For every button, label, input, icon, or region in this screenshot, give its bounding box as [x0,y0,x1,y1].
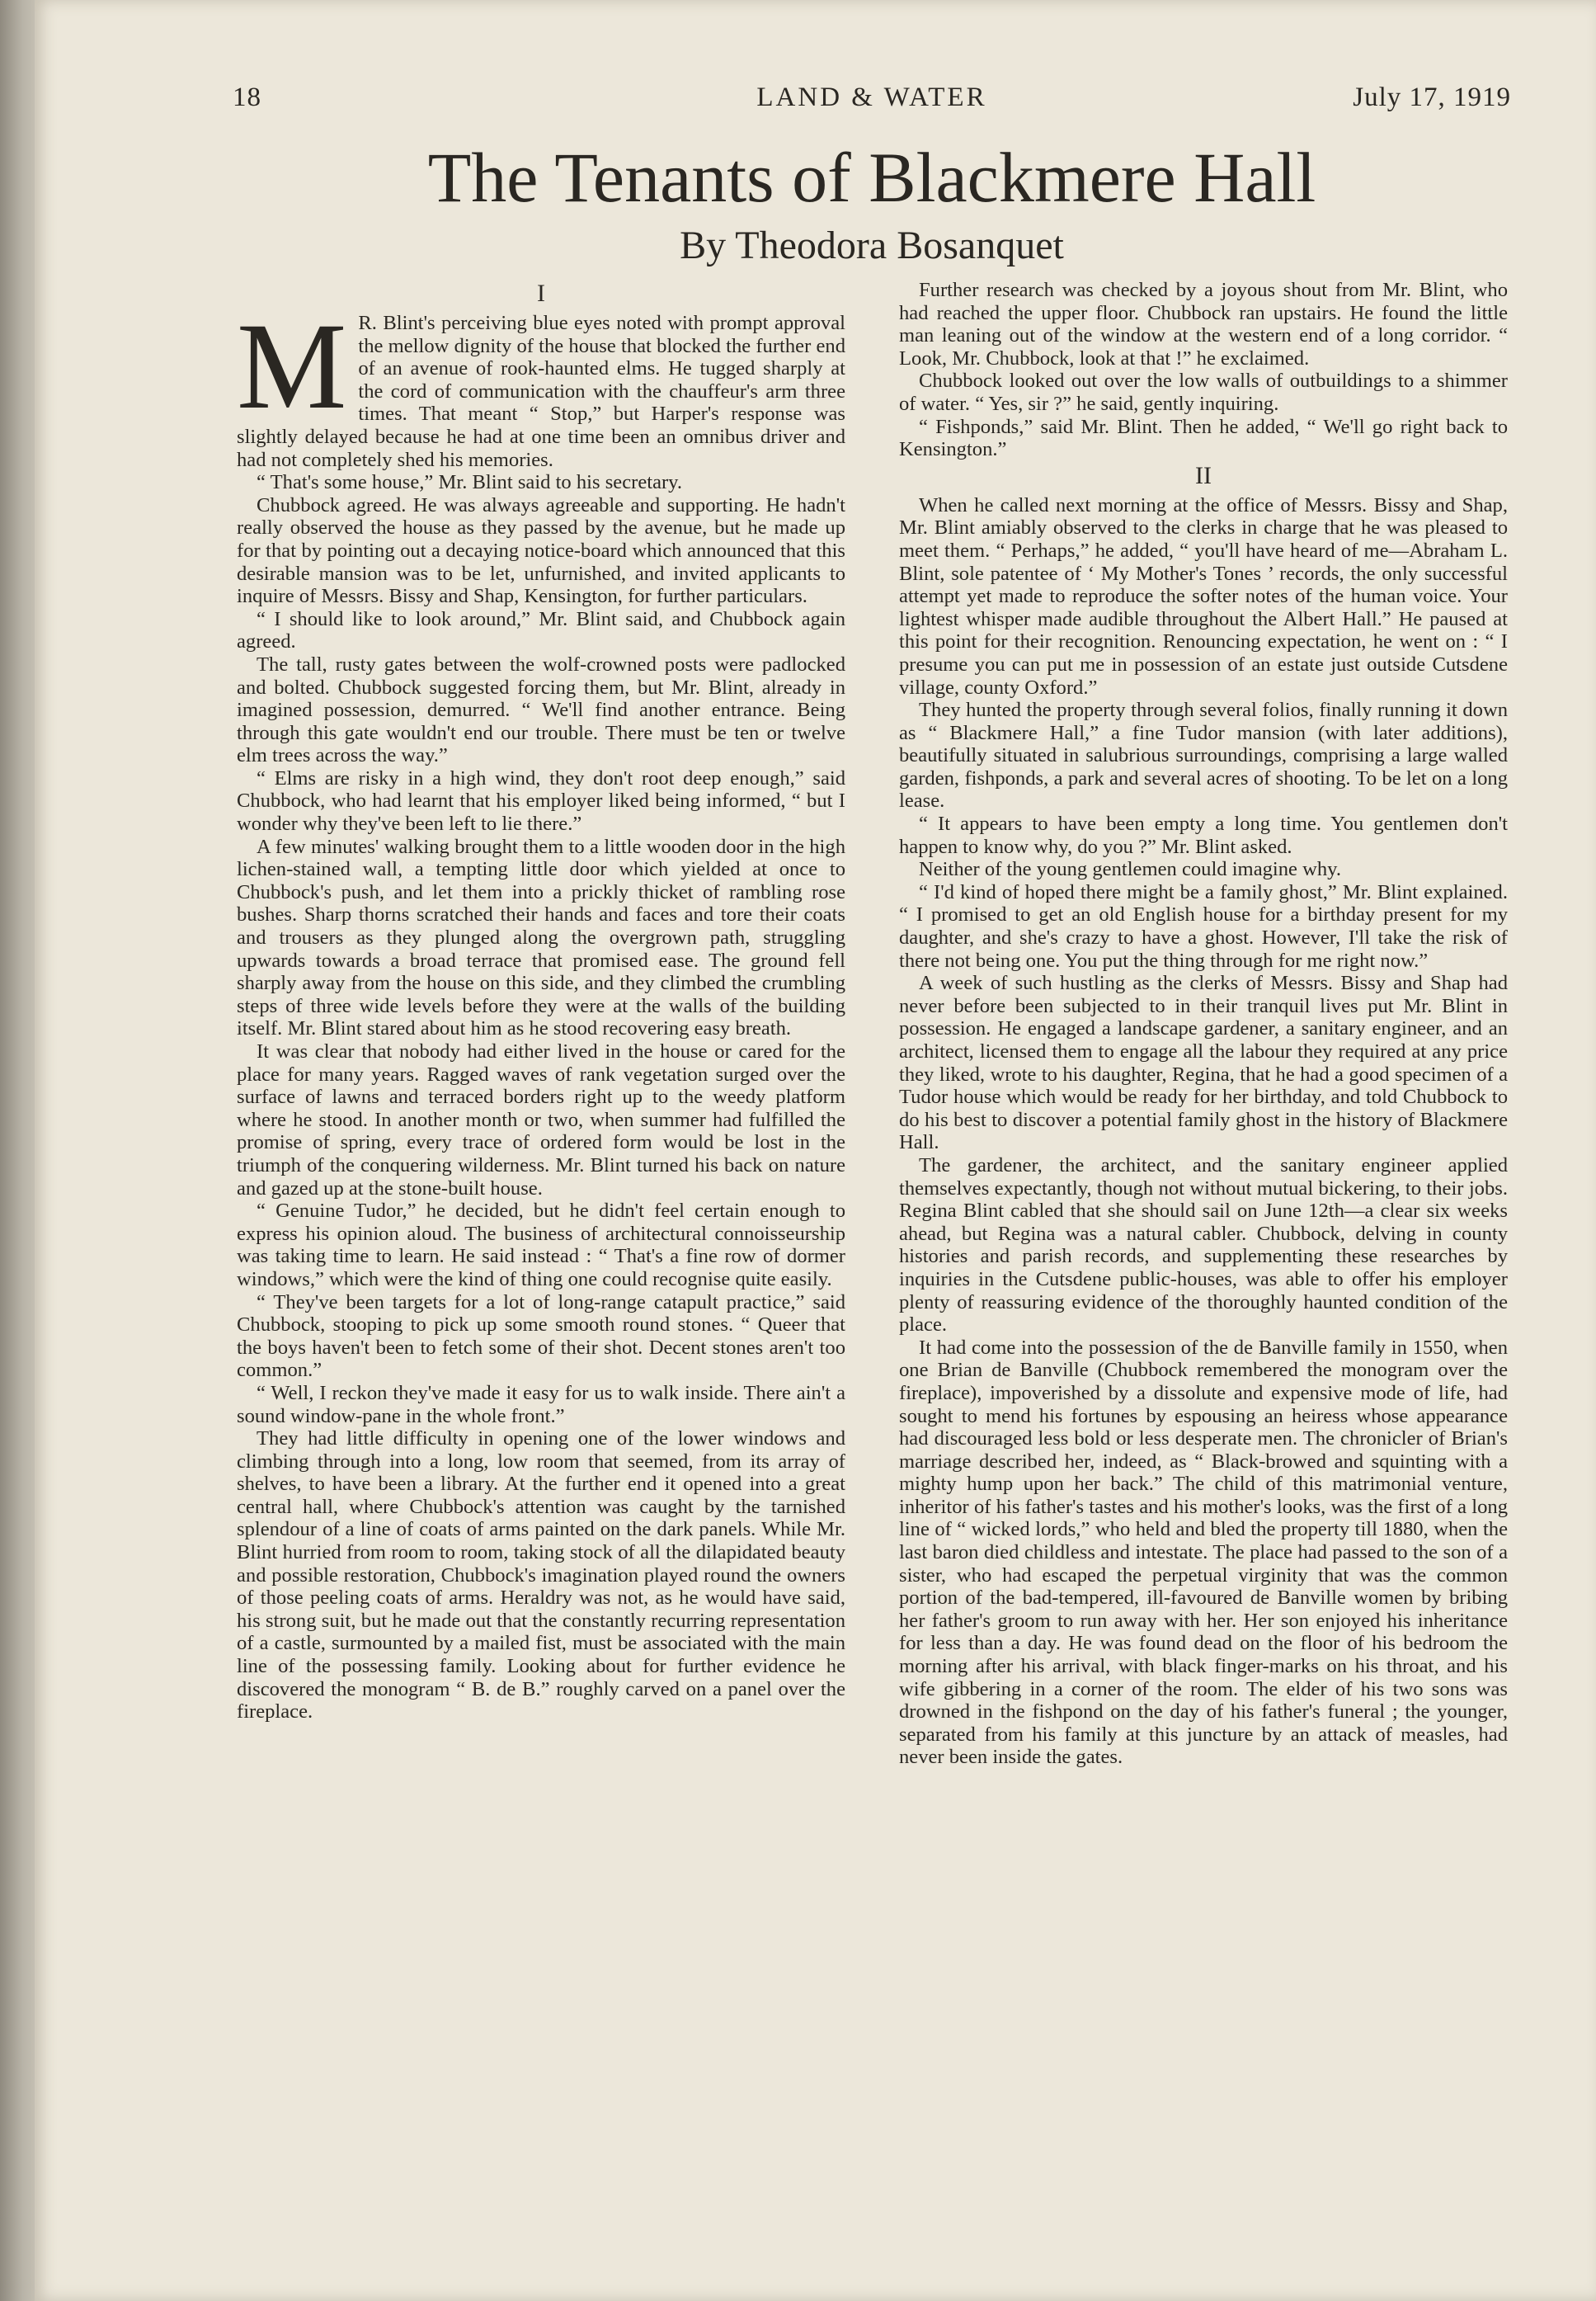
article-paragraph: “ I should like to look around,” Mr. Blint said, and Chubbock again agreed. [237,607,845,653]
column-right [899,279,1508,2127]
article-paragraph: “ They've been targets for a lot of long-range catapult practice,” said Chubbock, stooping to pick up some smooth round stones. “ Queer that the boys haven't been to fetch some of their shot. Decent stones aren't too common.” [237,1290,845,1382]
section-numeral-2: II [1195,461,1212,489]
article-paragraph: “ I'd kind of hoped there might be a family ghost,” Mr. Blint explained. “ I promised to get an old English house for a birthday present for my daughter, and she's crazy to have a ghost. However, I'll take the risk of there not being one. You put the thing through for me right now.” [899,880,1508,972]
article-paragraph: Chubbock looked out over the low walls of outbuildings to a shimmer of water. “ Yes, sir ?” he said, gently inquiring. [899,370,1508,415]
article-paragraph: They had little difficulty in opening one of the lower windows and climbing through into a long, low room that seemed, from its array of shelves, to have been a library. At the further end it opened into a great central hall, where Chubbock's attention was caught by the tarnished splendour of a line of coats of arms painted on the dark panels. While Mr. Blint hurried from room to room, taking stock of all the dilapidated beauty and possible restoration, Chubbock's imagination played round the owners of those peeling coats of arms. Heraldry was not, as he would have said, his strong suit, but he made out that the constantly recurring representation of a castle, surmounted by a mailed fist, must be associated with the main line of the possessing family. Looking about for further evidence he discovered the monogram “ B. de B.” roughly carved on a panel over the fireplace. [237,1427,845,1723]
column-left [237,279,845,2127]
article-paragraph: Chubbock agreed. He was always agreeable and supporting. He hadn't really observed the house as they passed by the avenue, but he made up for that by pointing out a decaying notice-board which announced that this desirable mansion was to be let, unfurnished, and invited applicants to inquire of Messrs. Bissy and Shap, Kensington, for further particulars. [237,493,845,608]
article-byline: By Theodora Bosanquet [680,224,1064,267]
article-paragraph: “ Elms are risky in a high wind, they don't root deep enough,” said Chubbock, who had learnt that his employer liked being informed, “ but I wonder why they've been left to lie there.” [237,766,845,836]
article-paragraph: When he called next morning at the office of Messrs. Bissy and Shap, Mr. Blint amiably observed to the clerks in charge that he was pleased to meet them. “ Perhaps,” he added, “ you'll have heard of me—Abraham L. Blint, sole patentee of ‘ My Mother's Tones ’ records, the only successful attempt yet made to reproduce the softer notes of the human voice. Your lightest whisper made audible throughout the Albert Hall.” He paused at this point for their recognition. Renouncing expectation, he went on : “ I presume you can put me in possession of an estate just outside Cutsdene village, county Oxford.” [899,493,1508,699]
magazine-name: LAND & WATER [756,83,987,112]
article-paragraph: A week of such hustling as the clerks of Messrs. Bissy and Shap had never before been subjected to in their tranquil lives put Mr. Blint in possession. He engaged a landscape gardener, a sanitary engineer, and an architect, licensed them to engage all the labour they required at any price they liked, wrote to his daughter, Regina, that he had a good specimen of a Tudor house which would be ready for her birthday, and told Chubbock to do his best to discover a potential family ghost in the history of Blackmere Hall. [899,972,1508,1154]
running-head [233,83,1511,124]
issue-date: July 17, 1919 [1353,83,1511,112]
article-paragraph: Further research was checked by a joyous shout from Mr. Blint, who had reached the upper floor. Chubbock ran upstairs. He found the little man leaning out of the window at the western end of a long corridor. “ Look, Mr. Chubbock, look at that !” he exclaimed. [899,279,1508,370]
article-paragraph: M R. Blint's perceiving blue eyes noted with prompt approval the mellow dignity of the house that blocked the further end of an avenue of rook-haunted elms. He tugged sharply at the cord of communication with the chauffeur's arm three times. That meant “ Stop,” but Harper's response was slightly delayed because he had at one time been an omnibus driver and had not completely shed his memories. [237,298,845,471]
drop-cap: M [237,298,347,435]
page-number: 18 [233,83,261,112]
article-paragraph: A few minutes' walking brought them to a little wooden door in the high lichen-stained wall, a tempting little door which yielded at once to Chubbock's push, and let them into a prickly thicket of rambling rose bushes. Sharp thorns scratched their hands and faces and tore their coats and trousers as they plunged along the overgrown path, struggling upwards towards a broad terrace that promised ease. The ground fell sharply away from the house on this side, and they climbed the crumbling steps of three wide levels before they were at the walls of the building itself. Mr. Blint stared about him as he stood recovering easy breath. [237,835,845,1040]
article-paragraph: “ Well, I reckon they've made it easy for us to walk inside. There ain't a sound window-pane in the whole front.” [237,1381,845,1427]
section-numeral-1: I [537,280,545,307]
article-paragraph: “ Genuine Tudor,” he decided, but he didn't feel certain enough to express his opinion aloud. The business of architectural connoisseurship was taking time to learn. He said instead : “ That's a fine row of dormer windows,” which were the kind of thing one could recognise quite easily. [237,1200,845,1290]
article-paragraph: It was clear that nobody had either lived in the house or cared for the place for many years. Ragged waves of rank vegetation surged over the surface of lawns and terraced borders right up to the weedy platform where he stood. In another month or two, when summer had fulfilled the promise of spring, every trace of ordered form would be lost in the triumph of the conquering wilderness. Mr. Blint turned his back on nature and gazed up at the stone-built house. [237,1040,845,1200]
magazine-page [35,0,1596,2301]
article-paragraph: “ That's some house,” Mr. Blint said to his secretary. [257,471,683,494]
article-paragraph: The tall, rusty gates between the wolf-crowned posts were padlocked and bolted. Chubbock suggested forcing them, but Mr. Blint, already in imagined possession, demurred. “ We'll find another entrance. Being through this gate wouldn't end our trouble. There must be ten or twelve elm trees across the way.” [237,653,845,767]
article-paragraph: Neither of the young gentlemen could imagine why. [919,858,1342,881]
article-paragraph: “ Fishponds,” said Mr. Blint. Then he added, “ We'll go right back to Kensington.” [899,415,1508,461]
article-title: The Tenants of Blackmere Hall [427,138,1316,217]
article-paragraph: They hunted the property through several folios, finally running it down as “ Blackmere Hall,” a fine Tudor mansion (with later additions), beautifully situated in salubrious surroundings, comprising a large walled garden, fishponds, a park and several acres of shooting. To be let on a long lease. [899,699,1508,813]
article-paragraph: It had come into the possession of the de Banville family in 1550, when one Brian de Banville (Chubbock remembered the monogram over the fireplace), impoverished by a dissolute and expensive mode of life, had sought to mend his fortunes by espousing an heiress whose appearance had discouraged less bold or less desperate men. The chronicler of Brian's marriage described her, indeed, as “ Black-browed and squinting with a mighty hump upon her back.” The child of this matrimonial venture, inheritor of his father's tastes and his mother's looks, was the first of a long line of “ wicked lords,” who held and bled the property till 1880, when the last baron died childless and intestate. The place had passed to the son of a sister, who had escaped the perpetual virginity that was the common portion of the bad-tempered, ill-favoured de Banville women by bribing her father's groom to run away with her. Her son enjoyed his inheritance for less than a day. He was found dead on the floor of his bedroom the morning after his arrival, with black finger-marks on his throat, and his wife gibbering in a corner of the room. The elder of his two sons was drowned in the fishpond on the day of his father's funeral ; the younger, separated from his family at this juncture by an attack of measles, had never been inside the gates. [899,1336,1508,1769]
article-paragraph: The gardener, the architect, and the sanitary engineer applied themselves expectantly, though not without mutual bickering, to their jobs. Regina Blint cabled that she should sail on June 12th—a clear six weeks ahead, but Regina was a natural cabler. Chubbock, delving in county histories and parish records, and supplementing these researches by inquiries in the Cutsdene public-houses, was able to offer his employer plenty of reassuring evidence of the thoroughly haunted condition of the place. [899,1153,1508,1337]
article-paragraph: “ It appears to have been empty a long time. You gentlemen don't happen to know why, do you ?” Mr. Blint asked. [899,813,1508,858]
